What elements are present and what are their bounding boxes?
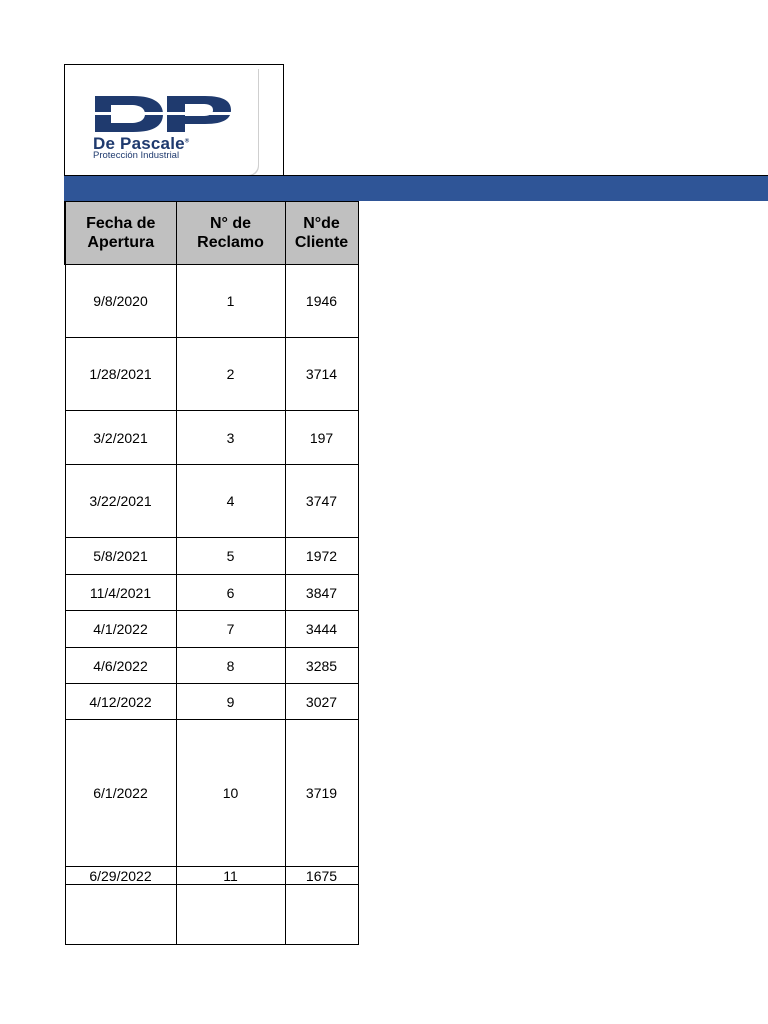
cell-fecha [65, 885, 176, 945]
logo-subtitle: Protección Industrial [93, 150, 180, 161]
table-row [65, 411, 358, 465]
cell-reclamo: 6 [176, 575, 285, 611]
cell-cliente: 3027 [285, 684, 358, 720]
header-numero-cliente: N°de Cliente [285, 202, 358, 265]
cell-cliente: 3719 [285, 720, 358, 867]
cell-fecha: 11/4/2021 [65, 575, 176, 611]
header-banner [64, 175, 768, 201]
table-row [65, 648, 358, 684]
cell-fecha: 6/1/2022 [65, 720, 176, 867]
table-row [65, 867, 358, 885]
table-row [65, 265, 358, 338]
table-row [65, 538, 358, 575]
cell-fecha: 3/22/2021 [65, 465, 176, 538]
cell-fecha: 4/6/2022 [65, 648, 176, 684]
table-row-empty [65, 885, 358, 945]
cell-cliente: 3747 [285, 465, 358, 538]
table-row [65, 720, 358, 867]
logo-box [64, 64, 284, 175]
cell-cliente: 3847 [285, 575, 358, 611]
table-row [65, 684, 358, 720]
cell-reclamo: 3 [176, 411, 285, 465]
cell-cliente: 1675 [285, 867, 358, 885]
cell-cliente: 1972 [285, 538, 358, 575]
table-row [65, 575, 358, 611]
cell-reclamo: 4 [176, 465, 285, 538]
cell-fecha: 4/12/2022 [65, 684, 176, 720]
cell-reclamo: 1 [176, 265, 285, 338]
table-row [65, 465, 358, 538]
logo-frame [66, 68, 258, 175]
dp-logo-icon [93, 94, 233, 134]
header-fecha-apertura: Fecha de Apertura [65, 202, 176, 265]
cell-reclamo: 2 [176, 338, 285, 411]
cell-fecha: 9/8/2020 [65, 265, 176, 338]
cell-fecha: 6/29/2022 [65, 867, 176, 885]
cell-reclamo [176, 885, 285, 945]
cell-reclamo: 11 [176, 867, 285, 885]
cell-fecha: 5/8/2021 [65, 538, 176, 575]
cell-cliente: 3444 [285, 611, 358, 648]
cell-cliente: 3285 [285, 648, 358, 684]
cell-fecha: 3/2/2021 [65, 411, 176, 465]
cell-reclamo: 5 [176, 538, 285, 575]
table-row [65, 611, 358, 648]
header-numero-reclamo: N° de Reclamo [176, 202, 285, 265]
cell-reclamo: 9 [176, 684, 285, 720]
table-row [65, 338, 358, 411]
cell-reclamo: 10 [176, 720, 285, 867]
logo-name: De Pascale® [93, 134, 190, 153]
cell-fecha: 1/28/2021 [65, 338, 176, 411]
cell-cliente: 197 [285, 411, 358, 465]
reclamos-table [64, 201, 359, 945]
cell-reclamo: 7 [176, 611, 285, 648]
cell-cliente: 3714 [285, 338, 358, 411]
cell-fecha: 4/1/2022 [65, 611, 176, 648]
cell-reclamo: 8 [176, 648, 285, 684]
table-header-row [65, 202, 358, 265]
cell-cliente: 1946 [285, 265, 358, 338]
cell-cliente [285, 885, 358, 945]
